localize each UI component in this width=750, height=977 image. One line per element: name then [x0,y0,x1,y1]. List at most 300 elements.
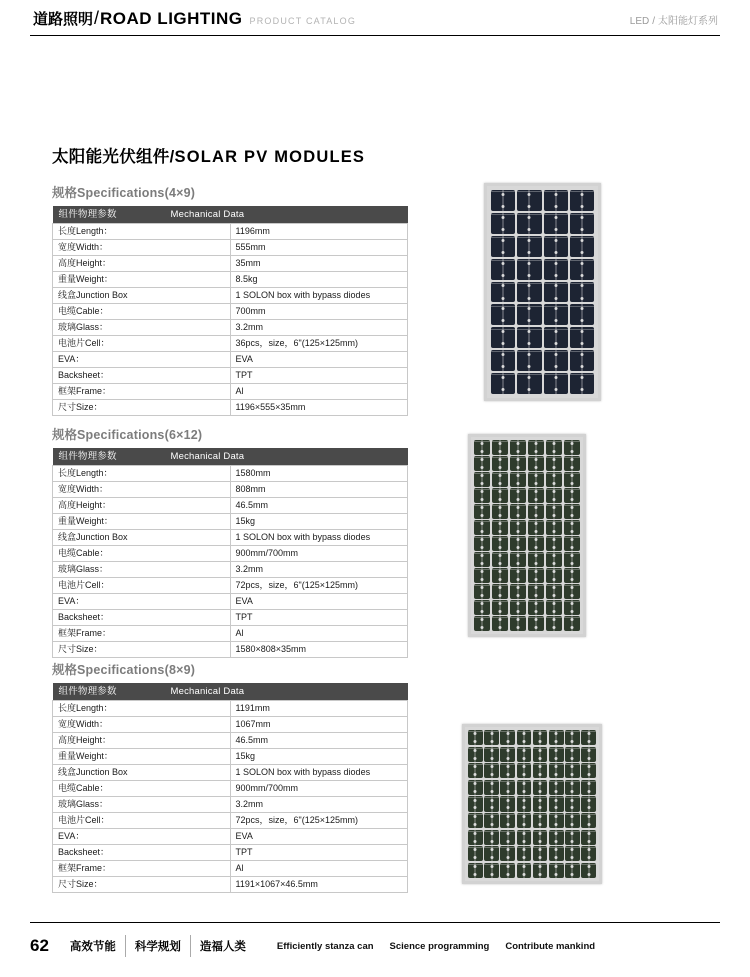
pv-cell [492,440,508,455]
pv-cell [565,846,580,861]
pv-cell [570,282,594,303]
pv-cell [528,488,544,503]
pv-cell [549,863,564,878]
table-header-en: Mechanical Data [170,209,245,220]
pv-cell [581,846,596,861]
row-value: 1196mm [230,224,408,240]
pv-cell [544,304,568,325]
table-row [53,781,408,797]
row-label: EVA： [53,594,231,610]
pv-cell [500,813,515,828]
pv-cell [528,536,544,551]
row-label: 重量Weight： [53,749,231,765]
table-row [53,400,408,416]
pv-cell [500,763,515,778]
pv-cell [544,259,568,280]
table-row [53,498,408,514]
pv-cell [581,780,596,795]
pv-cell [510,552,526,567]
pv-cell [474,472,490,487]
pv-cell [484,863,499,878]
pv-cell [517,763,532,778]
spec-table-4x9 [52,206,408,416]
pv-cell [491,213,515,234]
table-row [53,546,408,562]
pv-cell [528,472,544,487]
row-value: EVA [230,829,408,845]
table-row [53,813,408,829]
table-row [53,304,408,320]
table-header-cn: 组件物理参数 [58,209,117,220]
pv-cell [510,600,526,615]
footer-cn-item-2: 科学规划 [134,941,181,953]
pv-cell [564,536,580,551]
table-header-row [53,206,408,224]
pv-cell [492,584,508,599]
pv-cell [510,440,526,455]
pv-cell [500,747,515,762]
pv-cell [570,350,594,371]
solar-panel-6x12-image [468,434,586,637]
table-row [53,642,408,658]
spec-heading-cn: 规格 [52,428,78,442]
row-value: 36pcs，size，6"(125×125mm) [230,336,408,352]
row-label: 电池片Cell： [53,336,231,352]
row-value: 808mm [230,482,408,498]
pv-cell [544,373,568,394]
row-value: 72pcs，size，6"(125×125mm) [230,813,408,829]
pv-cell [492,600,508,615]
row-label: Backsheet： [53,845,231,861]
pv-cell [549,747,564,762]
pv-cell [492,472,508,487]
table-header-cell [53,683,408,701]
pv-cell [565,796,580,811]
pv-cell [549,813,564,828]
header-title-slash: / [94,8,100,28]
pv-cell [546,456,562,471]
pv-cell [492,568,508,583]
row-label: 电缆Cable： [53,546,231,562]
pv-cell [570,236,594,257]
pv-cell [564,472,580,487]
pv-cell [546,504,562,519]
row-label: Backsheet： [53,610,231,626]
pv-cell [510,504,526,519]
pv-cell [546,440,562,455]
row-value: EVA [230,594,408,610]
pv-cell [546,488,562,503]
row-value: 15kg [230,749,408,765]
pv-cell [564,568,580,583]
pv-cell [570,190,594,211]
pv-cell [533,863,548,878]
row-label: 电缆Cable： [53,781,231,797]
pv-cell [546,472,562,487]
pv-cell [517,813,532,828]
row-label: 高度Height： [53,256,231,272]
row-value: 1067mm [230,717,408,733]
pv-cell [581,747,596,762]
pv-cell [468,763,483,778]
pv-cell [564,504,580,519]
panel-cell-grid [491,190,594,394]
row-label: 宽度Width： [53,717,231,733]
pv-cell [544,282,568,303]
pv-cell [546,520,562,535]
pv-cell [546,568,562,583]
pv-cell [565,763,580,778]
pv-cell [581,763,596,778]
row-label: 高度Height： [53,733,231,749]
spec-heading-6x12 [52,425,408,443]
spec-heading-en: Specifications [77,663,165,677]
table-row [53,626,408,642]
spec-table-8x9 [52,683,408,893]
pv-cell [468,730,483,745]
pv-cell [492,616,508,631]
pv-cell [474,488,490,503]
pv-cell [468,796,483,811]
table-header-en: Mechanical Data [170,451,245,462]
pv-cell [565,830,580,845]
pv-cell [474,600,490,615]
spec-heading-size: (8×9) [164,663,196,677]
table-row [53,749,408,765]
pv-cell [500,830,515,845]
table-row [53,610,408,626]
spec-block-8x9 [52,660,408,893]
pv-cell [544,327,568,348]
pv-cell [533,780,548,795]
solar-panel-8x9-image [462,724,602,884]
spec-heading-size: (4×9) [164,186,196,200]
spec-block-4x9 [52,183,408,416]
page-title-en: SOLAR PV MODULES [174,148,366,166]
footer-en-item-2: Science programming [389,940,490,952]
table-header-cn: 组件物理参数 [58,451,117,462]
pv-cell [500,796,515,811]
table-row [53,578,408,594]
row-label: 玻璃Glass： [53,320,231,336]
table-header-cn: 组件物理参数 [58,686,117,697]
row-value: 900mm/700mm [230,546,408,562]
row-value: TPT [230,845,408,861]
pv-cell [581,830,596,845]
page-title-slash: / [169,148,175,166]
pv-cell [533,813,548,828]
row-value: 1196×555×35mm [230,400,408,416]
pv-cell [517,830,532,845]
pv-cell [533,830,548,845]
pv-cell [474,440,490,455]
pv-cell [564,600,580,615]
row-label: 玻璃Glass： [53,797,231,813]
row-value: 700mm [230,304,408,320]
pv-cell [533,846,548,861]
footer-en-item-3: Contribute mankind [505,940,596,952]
pv-cell [544,213,568,234]
pv-cell [492,552,508,567]
page-header [0,0,750,36]
row-value: 46.5mm [230,733,408,749]
pv-cell [468,830,483,845]
pv-cell [528,552,544,567]
table-row [53,224,408,240]
pv-cell [500,863,515,878]
row-value: 8.5kg [230,272,408,288]
spec-block-6x12 [52,425,408,658]
spec-heading-size: (6×12) [164,428,203,442]
row-label: 重量Weight： [53,272,231,288]
table-header-cell [53,448,408,466]
pv-cell [484,813,499,828]
table-row [53,514,408,530]
pv-cell [533,730,548,745]
table-row [53,352,408,368]
pv-cell [474,520,490,535]
pv-cell [468,813,483,828]
row-value: 3.2mm [230,320,408,336]
pv-cell [533,796,548,811]
pv-cell [492,488,508,503]
row-label: 高度Height： [53,498,231,514]
pv-cell [564,520,580,535]
pv-cell [492,504,508,519]
pv-cell [517,730,532,745]
pv-cell [484,763,499,778]
table-header-row [53,683,408,701]
pv-cell [528,440,544,455]
pv-cell [581,796,596,811]
pv-cell [517,373,541,394]
pv-cell [546,616,562,631]
table-row [53,384,408,400]
header-series-cn: 太阳能灯系列 [658,16,718,27]
pv-cell [491,350,515,371]
pv-cell [528,504,544,519]
pv-cell [484,747,499,762]
row-value: 3.2mm [230,797,408,813]
pv-cell [549,730,564,745]
pv-cell [546,600,562,615]
pv-cell [468,846,483,861]
pv-cell [564,584,580,599]
pv-cell [510,584,526,599]
pv-cell [468,747,483,762]
header-series-label [630,12,718,27]
page-footer [30,930,720,962]
pv-cell [491,327,515,348]
pv-cell [581,813,596,828]
table-row [53,733,408,749]
row-label: 宽度Width： [53,482,231,498]
row-value: 1580×808×35mm [230,642,408,658]
pv-cell [491,373,515,394]
row-label: 电池片Cell： [53,813,231,829]
row-label: 线盒Junction Box [53,530,231,546]
table-row [53,272,408,288]
pv-cell [581,863,596,878]
table-row [53,320,408,336]
pv-cell [510,536,526,551]
pv-cell [484,846,499,861]
row-value: 1580mm [230,466,408,482]
pv-cell [517,350,541,371]
header-title-en: ROAD LIGHTING [100,9,243,28]
row-label: 长度Length： [53,224,231,240]
row-label: 框架Frame： [53,626,231,642]
pv-cell [517,846,532,861]
header-subtitle: PRODUCT CATALOG [249,16,357,26]
pv-cell [533,763,548,778]
pv-cell [546,584,562,599]
solar-panel-4x9-image [484,183,601,401]
row-value: TPT [230,368,408,384]
row-value: 900mm/700mm [230,781,408,797]
pv-cell [565,863,580,878]
header-title-cn: 道路照明 [33,11,94,28]
table-row [53,466,408,482]
row-label: 线盒Junction Box [53,288,231,304]
table-header-cell [53,206,408,224]
spec-heading-8x9 [52,660,408,678]
row-label: 玻璃Glass： [53,562,231,578]
row-label: 长度Length： [53,701,231,717]
pv-cell [492,456,508,471]
spec-heading-en: Specifications [77,186,165,200]
row-value: TPT [230,610,408,626]
row-value: 1 SOLON box with bypass diodes [230,530,408,546]
pv-cell [549,830,564,845]
row-value: 1 SOLON box with bypass diodes [230,288,408,304]
spec-heading-cn: 规格 [52,186,78,200]
pv-cell [517,259,541,280]
pv-cell [570,327,594,348]
pv-cell [546,536,562,551]
pv-cell [528,616,544,631]
pv-cell [517,236,541,257]
pv-cell [549,763,564,778]
pv-cell [510,520,526,535]
pv-cell [492,520,508,535]
table-row [53,701,408,717]
row-label: EVA： [53,352,231,368]
pv-cell [581,730,596,745]
header-divider-line [30,35,720,36]
row-value: 35mm [230,256,408,272]
table-row [53,240,408,256]
pv-cell [484,780,499,795]
pv-cell [491,304,515,325]
pv-cell [517,190,541,211]
pv-cell [517,796,532,811]
pv-cell [510,456,526,471]
row-value: 3.2mm [230,562,408,578]
page-title [52,143,365,167]
pv-cell [484,830,499,845]
pv-cell [544,350,568,371]
row-label: 框架Frame： [53,861,231,877]
pv-cell [549,796,564,811]
pv-cell [564,552,580,567]
pv-cell [549,846,564,861]
pv-cell [491,282,515,303]
pv-cell [544,236,568,257]
pv-cell [517,327,541,348]
pv-cell [544,190,568,211]
pv-cell [468,780,483,795]
table-row [53,336,408,352]
row-label: 尺寸Size： [53,642,231,658]
pv-cell [474,568,490,583]
pv-cell [570,259,594,280]
footer-cn-item-1: 高效节能 [69,941,116,953]
pv-cell [474,504,490,519]
pv-cell [517,747,532,762]
row-label: Backsheet： [53,368,231,384]
pv-cell [500,846,515,861]
row-label: 电缆Cable： [53,304,231,320]
table-row [53,530,408,546]
row-label: 宽度Width： [53,240,231,256]
pv-cell [510,568,526,583]
pv-cell [565,813,580,828]
pv-cell [517,282,541,303]
row-label: 尺寸Size： [53,877,231,893]
page-number: 62 [30,936,49,955]
row-value: 1 SOLON box with bypass diodes [230,765,408,781]
table-row [53,256,408,272]
table-header-row [53,448,408,466]
table-row [53,829,408,845]
row-value: 15kg [230,514,408,530]
table-row [53,594,408,610]
table-row [53,288,408,304]
pv-cell [468,863,483,878]
pv-cell [500,730,515,745]
pv-cell [546,552,562,567]
header-led-text: LED [629,16,650,27]
row-value: Al [230,384,408,400]
table-row [53,562,408,578]
pv-cell [491,236,515,257]
header-right-slash: / [652,16,655,27]
row-value: 1191×1067×46.5mm [230,877,408,893]
row-label: 重量Weight： [53,514,231,530]
pv-cell [517,213,541,234]
footer-cn-item-3: 造福人类 [199,941,246,953]
pv-cell [528,520,544,535]
table-row [53,765,408,781]
footer-slogan-en [277,941,611,952]
pv-cell [510,488,526,503]
row-value: Al [230,861,408,877]
spec-heading-en: Specifications [77,428,165,442]
pv-cell [500,780,515,795]
row-label: EVA： [53,829,231,845]
table-row [53,877,408,893]
table-row [53,861,408,877]
footer-en-item-1: Efficiently stanza can [276,940,374,952]
row-label: 框架Frame： [53,384,231,400]
panel-cell-grid [474,440,580,631]
row-label: 线盒Junction Box [53,765,231,781]
pv-cell [517,863,532,878]
table-header-en: Mechanical Data [170,686,245,697]
pv-cell [528,584,544,599]
pv-cell [565,730,580,745]
